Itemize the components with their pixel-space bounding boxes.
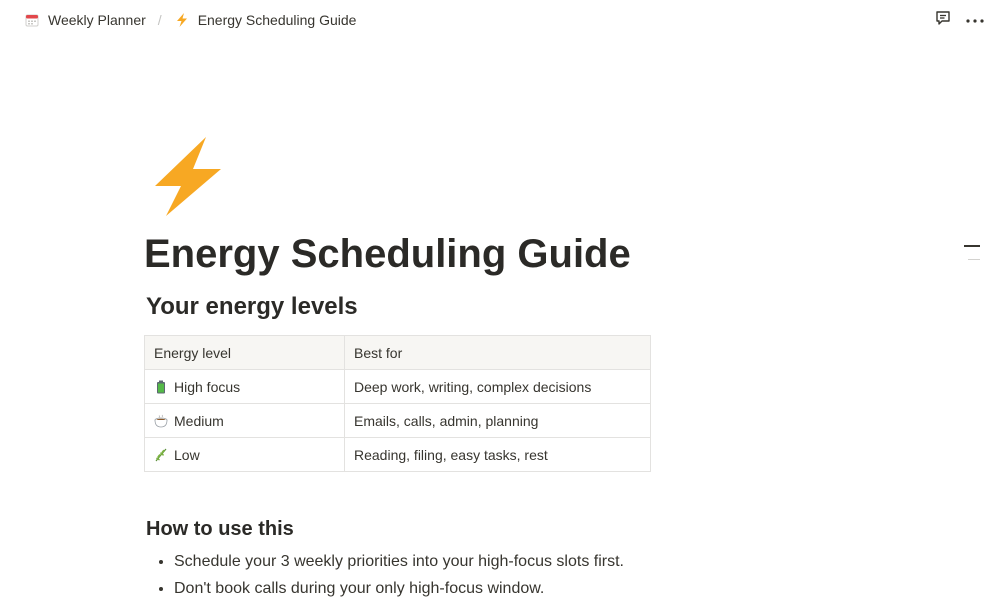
table-of-contents-outline[interactable] — [964, 245, 980, 260]
table-cell[interactable] — [145, 404, 345, 438]
comments-button[interactable] — [932, 9, 954, 31]
breadcrumb-label: Weekly Planner — [48, 12, 146, 28]
toc-entry-active[interactable] — [964, 245, 980, 247]
page-content — [144, 134, 664, 602]
page-title[interactable]: Energy Scheduling Guide — [144, 232, 631, 276]
calendar-icon — [24, 12, 40, 28]
table-row — [145, 404, 651, 438]
plant-icon — [154, 448, 168, 462]
table-header-cell[interactable]: Energy level — [145, 336, 345, 370]
coffee-icon — [154, 414, 168, 428]
section-heading-howto[interactable]: How to use this — [146, 518, 294, 540]
battery-icon — [154, 380, 168, 394]
breadcrumb-energy-guide[interactable] — [170, 10, 361, 30]
more-button[interactable] — [964, 9, 986, 31]
table-cell[interactable] — [145, 438, 345, 472]
energy-level-label: High focus — [174, 378, 241, 395]
more-horizontal-icon — [965, 11, 985, 29]
table-cell[interactable]: Deep work, writing, complex decisions — [345, 370, 651, 404]
section-heading-energy[interactable]: Your energy levels — [146, 293, 358, 320]
table-header-cell[interactable]: Best for — [345, 336, 651, 370]
energy-table — [144, 335, 651, 472]
lightning-icon — [148, 134, 228, 218]
table-cell[interactable]: Emails, calls, admin, planning — [345, 404, 651, 438]
list-item[interactable]: • Schedule your 3 weekly priorities into your high-focus slots first. — [174, 548, 664, 575]
table-row — [145, 438, 651, 472]
comment-icon — [934, 9, 952, 32]
breadcrumb-separator: / — [157, 12, 162, 28]
bullet-list — [144, 548, 664, 602]
toc-entry[interactable] — [968, 259, 980, 260]
energy-level-label: Low — [174, 446, 200, 463]
table-cell[interactable]: Reading, filing, easy tasks, rest — [345, 438, 651, 472]
energy-level-label: Medium — [174, 412, 224, 429]
table-header-row — [145, 336, 651, 370]
page-icon-lightning[interactable] — [148, 134, 228, 218]
table-cell[interactable] — [145, 370, 345, 404]
breadcrumb-weekly-planner[interactable] — [20, 10, 150, 30]
table-row — [145, 370, 651, 404]
list-item[interactable]: • Don't book calls during your only high-focus window. — [174, 575, 664, 602]
lightning-icon — [174, 12, 190, 28]
breadcrumb-label: Energy Scheduling Guide — [197, 12, 357, 28]
top-bar — [0, 0, 1000, 40]
